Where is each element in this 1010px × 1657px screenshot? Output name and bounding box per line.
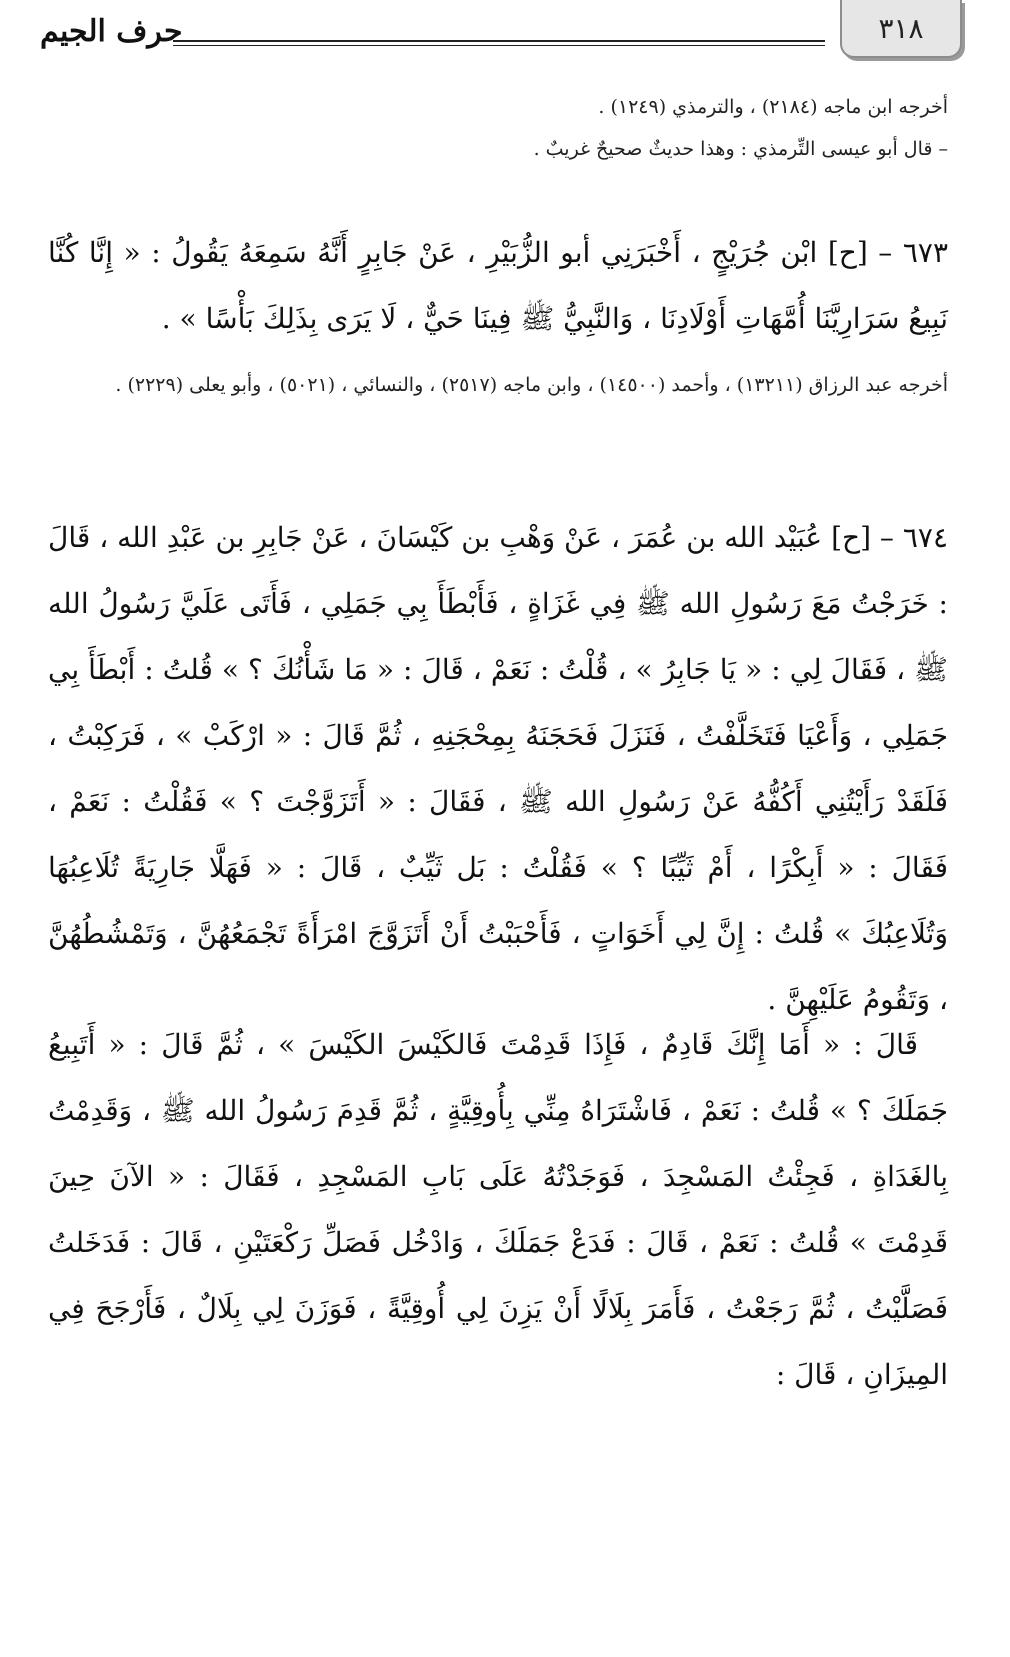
- hadith-674-paragraph-1: ٦٧٤ – [ح] عُبَيْد الله بن عُمَرَ ، عَنْ وَهْبِ بن كَيْسَانَ ، عَنْ جَابِرِ بن عَبْدِ الله ، قَالَ : خَرَجْتُ مَعَ رَسُولِ الله ﷺ فِي غَزَاةٍ ، فَأَبْطَأَ بِي جَمَلِي ، فَأَتَى عَلَيَّ رَسُولُ الله ﷺ ، فَقَالَ لِي : « يَا جَابِرُ » ، قُلْتُ : نَعَمْ ، قَالَ : « مَا شَأْنُكَ ؟ » قُلتُ : أَبْطَأَ بِي جَمَلِي ، وَأَعْيَا فَتَخَلَّفْتُ ، فَنَزَلَ فَحَجَنَهُ بِمِحْجَنِهِ ، ثُمَّ قَالَ : « ارْكَبْ » ، فَرَكِبْتُ ، فَلَقَدْ رَأَيْتُنِي أَكُفُّهُ عَنْ رَسُولِ الله ﷺ ، فَقَالَ : « أَتَزَوَّجْتَ ؟ » فَقُلْتُ : نَعَمْ ، فَقَالَ : « أَبِكْرًا ، أَمْ ثَيِّبًا ؟ » فَقُلْتُ : بَل ثَيِّبٌ ، قَالَ : « فَهَلَّا جَارِيَةً تُلَاعِبُهَا وَتُلَاعِبُكَ » قُلتُ : إِنَّ لِي أَخَوَاتٍ ، فَأَحْبَبْتُ أَنْ أَتَزَوَّجَ امْرَأَةً تَجْمَعُهُنَّ ، وَتَمْشُطُهُنَّ ، وَتَقُومُ عَلَيْهِنَّ .: [48, 521, 948, 1016]
- footnote-line: أخرجه ابن ماجه (٢١٨٤) ، والترمذي (١٢٤٩) .: [598, 96, 948, 118]
- chapter-title: حرف الجيم: [40, 14, 183, 49]
- hadith-674-paragraph-2: قَالَ : « أَمَا إِنَّكَ قَادِمٌ ، فَإِذَا قَدِمْتَ فَالكَيْسَ الكَيْسَ » ، ثُمَّ قَالَ : « أَتَبِيعُ جَمَلَكَ ؟ » قُلتُ : نَعَمْ ، فَاشْتَرَاهُ مِنِّي بِأُوقِيَّةٍ ، ثُمَّ قَدِمَ رَسُولُ الله ﷺ ، وَقَدِمْتُ بِالغَدَاةِ ، فَجِئْتُ المَسْجِدَ ، فَوَجَدْتُهُ عَلَى بَابِ المَسْجِدِ ، فَقَالَ : « الآنَ حِينَ قَدِمْتَ » قُلتُ : نَعَمْ ، قَالَ : فَدَعْ جَمَلَكَ ، وَادْخُل فَصَلِّ رَكْعَتَيْنِ ، قَالَ : فَدَخَلتُ فَصَلَّيْتُ ، ثُمَّ رَجَعْتُ ، فَأَمَرَ بِلَالًا أَنْ يَزِنَ لِي أُوقِيَّةً ، فَوَزَنَ لِي بِلَالٌ ، فَأَرْجَحَ فِي المِيزَانِ ، قَالَ :: [48, 1028, 948, 1391]
- hadith-673-takhrij: أخرجه عبد الرزاق (١٣٢١١) ، وأحمد (١٤٥٠٠) ، وابن ماجه (٢٥١٧) ، والنسائي ، (٥٠٢١) ، وأبو يعلى (٢٢٢٩) .: [115, 374, 948, 396]
- footnote-top: [48, 86, 948, 170]
- hadith-673-text: ٦٧٣ – [ح] ابْن جُرَيْجٍ ، أَخْبَرَنِي أبو الزُّبَيْرِ ، عَنْ جَابِرٍ أَنَّهُ سَمِعَهُ يَقُولُ : « إِنَّا كُنَّا نَبِيعُ سَرَارِيَّنَا أُمَّهَاتِ أَوْلَادِنَا ، وَالنَّبِيُّ ﷺ فِينَا حَيٌّ ، لَا يَرَى بِذَلِكَ بَأْسًا » .: [48, 236, 948, 335]
- footnote-line: – قال أبو عيسى التِّرمذي : وهذا حديثٌ صحيحٌ غريبٌ .: [533, 138, 948, 160]
- header-rule: [173, 40, 825, 42]
- page-number: ٣١٨: [840, 0, 962, 58]
